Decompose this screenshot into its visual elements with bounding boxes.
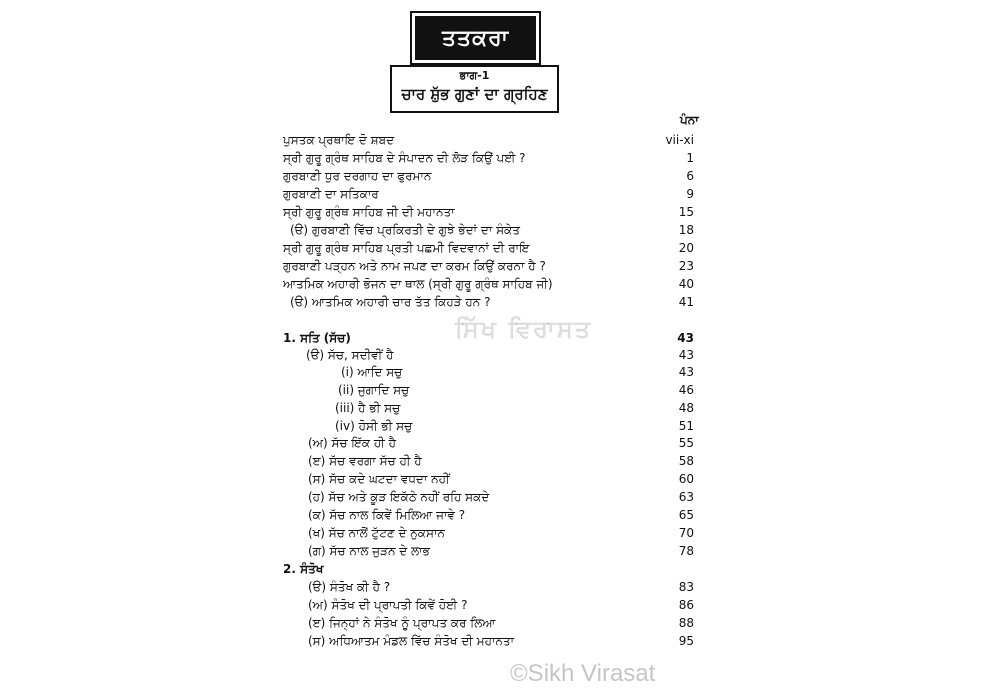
toc-row <box>0 578 1000 596</box>
toc-entry-page: vii-xi <box>665 133 694 147</box>
toc-row <box>0 185 1000 203</box>
toc-row <box>0 221 1000 239</box>
toc-row <box>0 560 1000 578</box>
toc-row <box>0 346 1000 364</box>
toc-row <box>0 417 1000 435</box>
toc-entry-text: (ੳ) ਗੁਰਬਾਣੀ ਵਿੱਚ ਪ੍ਰਕਿਰਤੀ ਦੇ ਗੁਝੇ ਭੇਦਾਂ ਦਾ ਸੰਕੇਤ <box>290 223 520 237</box>
toc-row <box>0 452 1000 470</box>
toc-row <box>0 329 1000 347</box>
toc-row <box>0 488 1000 506</box>
toc-entry-text: ਪੁਸਤਕ ਪ੍ਰਥਾਇ ਦੋ ਸ਼ਬਦ <box>283 133 395 147</box>
part-label: ਭਾਗ-1 <box>459 69 490 82</box>
toc-section-heading: 2. ਸੰਤੋਖ <box>283 562 324 576</box>
toc-entry-text: ਸ੍ਰੀ ਗੁਰੂ ਗ੍ਰੰਥ ਸਾਹਿਬ ਜੀ ਦੀ ਮਹਾਨਤਾ <box>283 205 455 219</box>
toc-entry-page: 55 <box>678 436 694 450</box>
toc-entry-page: 9 <box>686 187 694 201</box>
toc-row <box>0 614 1000 632</box>
toc-entry-page: 63 <box>678 490 694 504</box>
toc-entry-page: 48 <box>678 401 694 415</box>
toc-entry-page: 51 <box>678 419 694 433</box>
toc-entry-page: 95 <box>678 634 694 648</box>
toc-entry-text: (ਸ) ਸੱਚ ਕਦੇ ਘਟਦਾ ਵਧਦਾ ਨਹੀਂ <box>308 472 450 486</box>
toc-row <box>0 275 1000 293</box>
toc-row <box>0 131 1000 149</box>
toc-entry-text: (ਕ) ਸੱਚ ਨਾਲ ਕਿਵੇਂ ਮਿਲਿਆ ਜਾਵੇ ? <box>308 508 466 522</box>
toc-entry-page: 70 <box>678 526 694 540</box>
toc-entry-text: (ii) ਜੁਗਾਦਿ ਸਚੁ <box>338 383 410 397</box>
watermark: ਸਿੱਖ ਵਿਰਾਸਤ <box>455 315 593 343</box>
toc-entry-text: (ਸ) ਅਧਿਆਤਮ ਮੰਡਲ ਵਿੱਚ ਸੰਤੋਖ ਦੀ ਮਹਾਨਤਾ <box>308 634 515 648</box>
toc-row <box>0 596 1000 614</box>
toc-entry-page: 60 <box>678 472 694 486</box>
toc-entry-text: (iv) ਹੋਸੀ ਭੀ ਸਚੁ <box>335 419 413 433</box>
toc-row <box>0 149 1000 167</box>
toc-entry-page: 43 <box>678 348 694 362</box>
toc-row <box>0 542 1000 560</box>
toc-entry-page: 40 <box>678 277 694 291</box>
toc-entry-page: 41 <box>678 295 694 309</box>
page-column-heading: ਪੰਨਾ <box>680 113 699 127</box>
toc-entry-text: (ਅ) ਸੱਚ ਇੱਕ ਹੀ ਹੈ <box>308 436 396 450</box>
title-text: ਤਤਕਰਾ <box>441 25 510 51</box>
toc-entry-page: 88 <box>678 616 694 630</box>
toc-entry-text: (ਖ) ਸੱਚ ਨਾਲੋਂ ਟੁੱਟਣ ਦੇ ਨੁਕਸਾਨ <box>308 526 445 540</box>
toc-entry-page: 58 <box>678 454 694 468</box>
toc-entry-text: ਗੁਰਬਾਣੀ ਪੜ੍ਹਨ ਅਤੇ ਨਾਮ ਜਪਣ ਦਾ ਕਰਮ ਕਿਉਂ ਕਰਨਾ ਹੈ ? <box>283 259 546 273</box>
toc-entry-text: ਆਤਮਿਕ ਅਹਾਰੀ ਭੋਜਨ ਦਾ ਥਾਲ (ਸ੍ਰੀ ਗੁਰੂ ਗ੍ਰੰਥ ਸਾਹਿਬ ਜੀ) <box>283 277 553 291</box>
toc-entry-page: 15 <box>678 205 694 219</box>
toc-entry-text: (ੲ) ਜਿਨ੍ਹਾਂ ਨੇ ਸੰਤੋਖ ਨੂੰ ਪ੍ਰਾਪਤ ਕਰ ਲਿਆ <box>308 616 496 630</box>
toc-row <box>0 363 1000 381</box>
toc-entry-page: 65 <box>678 508 694 522</box>
toc-entry-page: 20 <box>678 241 694 255</box>
toc-entry-text: (i) ਆਦਿ ਸਚੁ <box>341 365 403 379</box>
toc-entry-text: (ੳ) ਸੰਤੋਖ ਕੀ ਹੈ ? <box>308 580 391 594</box>
toc-row <box>0 506 1000 524</box>
toc-entry-page: 18 <box>678 223 694 237</box>
toc-row <box>0 293 1000 311</box>
toc-row <box>0 524 1000 542</box>
toc-entry-text: (ੳ) ਸੱਚ, ਸਦੀਵੀਂ ਹੈ <box>306 348 394 362</box>
toc-row <box>0 381 1000 399</box>
part-box <box>390 65 559 113</box>
toc-entry-text: (iii) ਹੈ ਭੀ ਸਚੁ <box>335 401 401 415</box>
toc-row <box>0 167 1000 185</box>
toc-entry-text: ਸ੍ਰੀ ਗੁਰੂ ਗ੍ਰੰਥ ਸਾਹਿਬ ਦੇ ਸੰਪਾਦਨ ਦੀ ਲੋੜ ਕਿਉਂ ਪਈ ? <box>283 151 526 165</box>
copyright-watermark: ©Sikh Virasat <box>510 660 656 687</box>
toc-row <box>0 203 1000 221</box>
toc-row <box>0 257 1000 275</box>
toc-entry-page: 43 <box>677 331 694 345</box>
toc-entry-page: 78 <box>678 544 694 558</box>
toc-entry-text: (ੳ) ਆਤਮਿਕ ਅਹਾਰੀ ਚਾਰ ਤੱਤ ਕਿਹੜੇ ਹਨ ? <box>290 295 491 309</box>
toc-entry-page: 86 <box>678 598 694 612</box>
toc-entry-page: 46 <box>678 383 694 397</box>
toc-entry-text: ਗੁਰਬਾਣੀ ਧੁਰ ਦਰਗਾਹ ਦਾ ਫੁਰਮਾਨ <box>283 169 432 183</box>
toc-row <box>0 399 1000 417</box>
page-title <box>415 16 536 60</box>
toc-entry-text: ਗੁਰਬਾਣੀ ਦਾ ਸਤਿਕਾਰ <box>283 187 379 201</box>
toc-row <box>0 239 1000 257</box>
toc-entry-text: (ਹ) ਸੱਚ ਅਤੇ ਕੂੜ ਇਕੱਠੇ ਨਹੀਂ ਰਹਿ ਸਕਦੇ <box>308 490 490 504</box>
toc-entry-page: 83 <box>678 580 694 594</box>
toc-row <box>0 632 1000 650</box>
toc-entry-text: (ੲ) ਸੱਚ ਵਰਗਾ ਸੱਚ ਹੀ ਹੈ <box>308 454 422 468</box>
toc-entry-page: 1 <box>686 151 694 165</box>
toc-entry-text: ਸ੍ਰੀ ਗੁਰੂ ਗ੍ਰੰਥ ਸਾਹਿਬ ਪ੍ਰਤੀ ਪਛਮੀ ਵਿਦਵਾਨਾਂ ਦੀ ਰਾਇ <box>283 241 530 255</box>
toc-row <box>0 470 1000 488</box>
toc-row <box>0 434 1000 452</box>
toc-entry-page: 23 <box>678 259 694 273</box>
toc-section-heading: 1. ਸਤਿ (ਸੱਚ) <box>283 331 351 345</box>
toc-entry-text: (ਗ) ਸੱਚ ਨਾਲ ਜੁੜਨ ਦੇ ਲਾਭ <box>308 544 430 558</box>
toc-entry-text: (ਅ) ਸੰਤੋਖ ਦੀ ਪ੍ਰਾਪਤੀ ਕਿਵੇਂ ਹੋਈ ? <box>308 598 468 612</box>
toc-entry-page: 6 <box>686 169 694 183</box>
toc-entry-page: 43 <box>678 365 694 379</box>
part-name: ਚਾਰ ਸ਼ੁੱਭ ਗੁਣਾਂ ਦਾ ਗ੍ਰਹਿਣ <box>401 85 548 103</box>
